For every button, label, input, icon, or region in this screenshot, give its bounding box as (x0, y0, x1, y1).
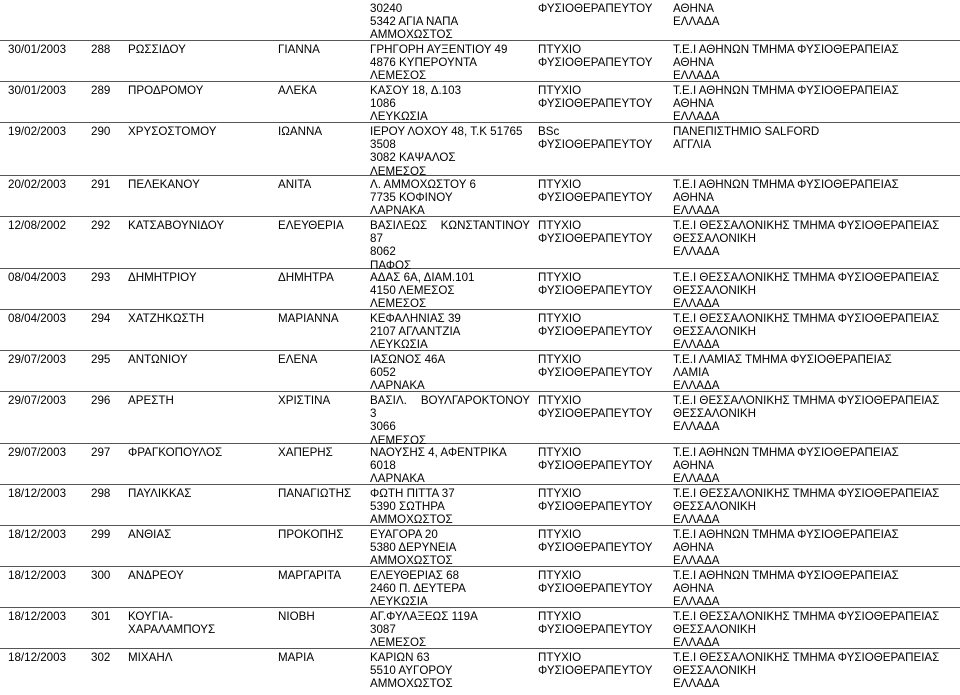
cell-line: 293 (91, 271, 111, 284)
first-name-cell (278, 487, 351, 500)
cell-line: ΧΡΙΣΤΙΝΑ (278, 394, 331, 407)
cell-line: ΠΑΦΟΣ (370, 258, 412, 272)
cell-line: ΙΑΣΩΝΟΣ 46Α (370, 353, 446, 366)
cell-line: 12/08/2002 (8, 219, 67, 232)
cell-line: ΑΘΗΝΑ (673, 97, 714, 111)
cell-line: Τ.Ε.Ι ΘΕΣΣΑΛΟΝΙΚΗΣ ΤΜΗΜΑ ΦΥΣΙΟΘΕΡΑΠΕΙΑΣ (673, 610, 940, 623)
cell-line: ΑΝΔΡΕΟΥ (128, 569, 184, 582)
cell-line: ΧΑΤΖΗΚΩΣΤΗ (128, 312, 205, 325)
cell-line: ΛΕΜΕΣΟΣ (370, 636, 427, 650)
cell-line: ΦΥΣΙΟΘΕΡΑΠΕΥΤΟΥ (538, 2, 653, 15)
first-name-cell (278, 178, 311, 191)
cell-line: BSc (538, 125, 560, 138)
cell-line: ΦΥΣΙΟΘΕΡΑΠΕΥΤΟΥ (538, 582, 653, 596)
cell-line: 8062 (370, 245, 396, 259)
first-name-cell (278, 43, 320, 56)
cell-line: ΦΥΣΙΟΘΕΡΑΠΕΥΤΟΥ (538, 97, 653, 111)
cell-line: ΙΩΑΝΝΑ (278, 125, 323, 138)
degree-cell (538, 610, 652, 636)
cell-line: ΠΤΥΧΙΟ (538, 610, 582, 623)
date-cell (8, 528, 66, 541)
date-cell (8, 353, 66, 366)
cell-line: ΑΝΤΩΝΙΟΥ (128, 353, 188, 366)
cell-line: ΕΛΛΑΔΑ (673, 245, 720, 259)
cell-line: ΙΕΡΟΥ ΛΟΧΟΥ 48, Τ.Κ 51765 (370, 125, 523, 138)
address-cell (370, 312, 530, 352)
cell-line: ΛΑΡΝΑΚΑ (370, 204, 425, 218)
address-cell (370, 651, 530, 691)
cell-line: ΠΡΟΚΟΠΗΣ (278, 528, 344, 541)
cell-line: ΦΩΤΗ ΠΙΤΤΑ 37 (370, 487, 455, 500)
cell-line: ΦΥΣΙΟΘΕΡΑΠΕΥΤΟΥ (538, 232, 653, 246)
number-cell (91, 353, 110, 366)
cell-line: 29/07/2003 (8, 394, 67, 407)
cell-line: Τ.Ε.Ι ΛΑΜΙΑΣ ΤΜΗΜΑ ΦΥΣΙΟΘΕΡΑΠΕΙΑΣ (673, 353, 892, 366)
cell-line: ΘΕΣΣΑΛΟΝΙΚΗ (673, 232, 757, 246)
degree-cell (538, 2, 652, 15)
cell-line: 18/12/2003 (8, 528, 67, 541)
cell-line: ΑΓ.ΦΥΛΑΞΕΩΣ 119Α (370, 610, 478, 623)
cell-line: ΝΑΟΥΣΗΣ 4, ΑΦΕΝΤΡΙΚΑ (370, 446, 507, 459)
cell-line: 30/01/2003 (8, 43, 67, 56)
cell-line: 298 (91, 487, 111, 500)
cell-line: ΜΑΡΓΑΡΙΤΑ (278, 569, 342, 582)
institution-cell (673, 528, 899, 568)
surname-cell (128, 394, 174, 407)
cell-line: 29/07/2003 (8, 446, 67, 459)
date-cell (8, 446, 66, 459)
cell-line: ΕΛΛΑΔΑ (673, 513, 720, 527)
cell-line: 292 (91, 219, 111, 232)
degree-cell (538, 569, 652, 595)
cell-line: ΛΕΜΕΣΟΣ (370, 164, 427, 178)
address-cell (370, 2, 530, 42)
cell-line: ΕΛΛΑΔΑ (673, 595, 720, 609)
cell-line: ΦΡΑΓΚΟΠΟΥΛΟΣ (128, 446, 223, 459)
cell-line: ΜΑΡΙΑ (278, 651, 315, 664)
cell-line: ΘΕΣΣΑΛΟΝΙΚΗ (673, 284, 757, 298)
cell-line: 3508 (370, 138, 396, 152)
cell-line: ΛΕΜΕΣΟΣ (370, 69, 427, 83)
cell-line: ΠΑΝΕΠΙΣΤΗΜΙΟ SALFORD (673, 125, 820, 138)
first-name-cell (278, 219, 344, 232)
surname-cell (128, 178, 200, 191)
cell-line: ΑΔΑΣ 6Α, ΔΙΑΜ.101 (370, 271, 475, 284)
surname-cell (128, 487, 191, 500)
cell-line: ΦΥΣΙΟΘΕΡΑΠΕΥΤΟΥ (538, 500, 653, 514)
cell-line: ΕΛΛΑΔΑ (673, 297, 720, 311)
institution-cell (673, 271, 939, 311)
cell-line: Λ. ΑΜΜΟΧΩΣΤΟΥ 6 (370, 178, 476, 191)
degree-cell (538, 446, 652, 472)
cell-line: ΦΥΣΙΟΘΕΡΑΠΕΥΤΟΥ (538, 191, 653, 205)
cell-line: Τ.Ε.Ι ΘΕΣΣΑΛΟΝΙΚΗΣ ΤΜΗΜΑ ΦΥΣΙΟΘΕΡΑΠΕΙΑΣ (673, 651, 940, 664)
date-cell (8, 651, 66, 664)
address-cell (370, 219, 530, 272)
address-cell (370, 43, 530, 83)
cell-line: ΠΡΟΔΡΟΜΟΥ (128, 84, 204, 97)
cell-line: ΛΑΜΙΑ (673, 366, 710, 380)
number-cell (91, 43, 110, 56)
cell-line: ΠΤΥΧΙΟ (538, 528, 582, 541)
degree-cell (538, 219, 652, 245)
degree-cell (538, 125, 652, 151)
number-cell (91, 487, 110, 500)
cell-line: ΡΩΣΣΙΔΟΥ (128, 43, 186, 56)
institution-cell (673, 394, 939, 434)
cell-line: ΦΥΣΙΟΘΕΡΑΠΕΥΤΟΥ (538, 623, 653, 637)
degree-cell (538, 178, 652, 204)
surname-cell (128, 43, 186, 56)
cell-line: 19/02/2003 (8, 125, 67, 138)
cell-line: 1086 (370, 97, 396, 111)
number-cell (91, 610, 110, 623)
institution-cell (673, 353, 892, 393)
cell-line: ΦΥΣΙΟΘΕΡΑΠΕΥΤΟΥ (538, 56, 653, 70)
cell-line: ΕΛΕΥΘΕΡΙΑ (278, 219, 344, 232)
cell-line: ΠΤΥΧΙΟ (538, 394, 582, 407)
cell-line: ΦΥΣΙΟΘΕΡΑΠΕΥΤΟΥ (538, 407, 653, 421)
cell-line: 5342 ΑΓΙΑ ΝΑΠΑ (370, 15, 459, 29)
surname-cell (128, 271, 197, 284)
cell-line: ΠΑΥΛΙΚΚΑΣ (128, 487, 192, 500)
first-name-cell (278, 569, 341, 582)
cell-line: ΕΛΛΑΔΑ (673, 69, 720, 83)
date-cell (8, 271, 66, 284)
degree-cell (538, 312, 652, 338)
cell-line: ΛΑΡΝΑΚΑ (370, 379, 425, 393)
cell-line: 7735 ΚΟΦΙΝΟΥ (370, 191, 453, 205)
number-cell (91, 219, 110, 232)
cell-line: 18/12/2003 (8, 651, 67, 664)
address-cell (370, 528, 530, 568)
degree-cell (538, 271, 652, 297)
cell-line: ΠΤΥΧΙΟ (538, 219, 582, 232)
cell-line: 18/12/2003 (8, 487, 67, 500)
cell-line: ΕΛΛΑΔΑ (673, 379, 720, 393)
date-cell (8, 394, 66, 407)
cell-line: 6018 (370, 459, 396, 473)
first-name-cell (278, 610, 315, 623)
cell-line: ΑΛΕΚΑ (278, 84, 317, 97)
surname-cell (128, 651, 172, 664)
surname-cell (128, 219, 224, 232)
cell-line: ΦΥΣΙΟΘΕΡΑΠΕΥΤΟΥ (538, 541, 653, 555)
cell-line: ΦΥΣΙΟΘΕΡΑΠΕΥΤΟΥ (538, 138, 653, 152)
address-cell (370, 569, 530, 609)
cell-line: ΠΤΥΧΙΟ (538, 43, 582, 56)
address-cell (370, 487, 530, 527)
cell-line: ΦΥΣΙΟΘΕΡΑΠΕΥΤΟΥ (538, 664, 653, 678)
cell-line: 291 (91, 178, 111, 191)
cell-line: ΘΕΣΣΑΛΟΝΙΚΗ (673, 664, 757, 678)
address-cell (370, 610, 530, 650)
cell-line: 30/01/2003 (8, 84, 67, 97)
degree-cell (538, 651, 652, 677)
cell-line: ΠΤΥΧΙΟ (538, 178, 582, 191)
cell-line: ΕΛΛΑΔΑ (673, 472, 720, 486)
address-cell (370, 271, 530, 311)
cell-line: ΛΕΜΕΣΟΣ (370, 297, 427, 311)
cell-line: 302 (91, 651, 111, 664)
address-cell (370, 446, 530, 486)
date-cell (8, 84, 66, 97)
date-cell (8, 487, 66, 500)
institution-cell (673, 446, 899, 486)
cell-line: 296 (91, 394, 111, 407)
cell-line: ΠΕΛΕΚΑΝΟΥ (128, 178, 200, 191)
cell-line: 299 (91, 528, 111, 541)
cell-line: 18/12/2003 (8, 610, 67, 623)
date-cell (8, 43, 66, 56)
cell-line: ΘΕΣΣΑΛΟΝΙΚΗ (673, 500, 757, 514)
cell-line: ΛΑΡΝΑΚΑ (370, 472, 425, 486)
cell-line: ΝΙΟΒΗ (278, 610, 315, 623)
date-cell (8, 125, 66, 138)
cell-line: ΛΕΜΕΣΟΣ (370, 433, 427, 447)
cell-line: Τ.Ε.Ι ΑΘΗΝΩΝ ΤΜΗΜΑ ΦΥΣΙΟΘΕΡΑΠΕΙΑΣ (673, 84, 899, 97)
cell-line: 18/12/2003 (8, 569, 67, 582)
cell-line: 2460 Π. ΔΕΥΤΕΡΑ (370, 582, 466, 596)
number-cell (91, 125, 110, 138)
institution-cell (673, 610, 939, 650)
cell-line: ΦΥΣΙΟΘΕΡΑΠΕΥΤΟΥ (538, 366, 653, 380)
number-cell (91, 312, 110, 325)
surname-cell (128, 353, 188, 366)
degree-cell (538, 43, 652, 69)
cell-line: 3066 (370, 420, 396, 434)
cell-line: Τ.Ε.Ι ΘΕΣΣΑΛΟΝΙΚΗΣ ΤΜΗΜΑ ΦΥΣΙΟΘΕΡΑΠΕΙΑΣ (673, 394, 940, 407)
number-cell (91, 446, 110, 459)
cell-line: ΑΓΓΛΙΑ (673, 138, 712, 152)
cell-line: 294 (91, 312, 111, 325)
surname-cell (128, 125, 216, 138)
cell-line: ΦΥΣΙΟΘΕΡΑΠΕΥΤΟΥ (538, 284, 653, 298)
number-cell (91, 528, 110, 541)
degree-cell (538, 394, 652, 420)
institution-cell (673, 43, 899, 83)
cell-line: ΛΕΥΚΩΣΙΑ (370, 338, 428, 352)
institution-cell (673, 2, 719, 28)
first-name-cell (278, 528, 343, 541)
first-name-cell (278, 84, 317, 97)
cell-line: 08/04/2003 (8, 312, 67, 325)
first-name-cell (278, 394, 330, 407)
institution-cell (673, 569, 899, 609)
cell-line: ΠΤΥΧΙΟ (538, 353, 582, 366)
cell-line: ΘΕΣΣΑΛΟΝΙΚΗ (673, 325, 757, 339)
number-cell (91, 651, 110, 664)
cell-line: ΠΤΥΧΙΟ (538, 569, 582, 582)
cell-line: ΚΑΤΣΑΒΟΥΝΙΔΟΥ (128, 219, 225, 232)
cell-line: 3082 ΚΑΨΑΛΟΣ (370, 151, 456, 165)
address-cell (370, 125, 530, 178)
cell-line: ΔΗΜΗΤΡΙΟΥ (128, 271, 197, 284)
number-cell (91, 178, 110, 191)
institution-cell (673, 178, 899, 218)
cell-line: ΦΥΣΙΟΘΕΡΑΠΕΥΤΟΥ (538, 325, 653, 339)
cell-line: 5390 ΣΩΤΗΡΑ (370, 500, 445, 514)
cell-line: ΕΛΛΑΔΑ (673, 677, 720, 691)
degree-cell (538, 487, 652, 513)
cell-line: 4150 ΛΕΜΕΣΟΣ (370, 284, 455, 298)
cell-line: ΚΑΣΟΥ 18, Δ.103 (370, 84, 462, 97)
cell-line: ΕΛΕΥΘΕΡΙΑΣ 68 (370, 569, 460, 582)
cell-line: ΠΤΥΧΙΟ (538, 271, 582, 284)
cell-line: ΚΕΦΑΛΗΝΙΑΣ 39 (370, 312, 461, 325)
cell-line: ΕΛΛΑΔΑ (673, 554, 720, 568)
date-cell (8, 219, 66, 232)
cell-line: ΑΝΘΙΑΣ (128, 528, 172, 541)
cell-line: 30240 (370, 2, 403, 15)
degree-cell (538, 528, 652, 554)
cell-line: Τ.Ε.Ι ΘΕΣΣΑΛΟΝΙΚΗΣ ΤΜΗΜΑ ΦΥΣΙΟΘΕΡΑΠΕΙΑΣ (673, 487, 940, 500)
cell-line: ΕΛΛΑΔΑ (673, 636, 720, 650)
number-cell (91, 271, 110, 284)
institution-cell (673, 312, 939, 352)
cell-line: ΧΑΠΕΡΗΣ (278, 446, 333, 459)
first-name-cell (278, 446, 333, 459)
cell-line: ΑΘΗΝΑ (673, 56, 714, 70)
cell-line: ΠΤΥΧΙΟ (538, 312, 582, 325)
cell-line: ΑΘΗΝΑ (673, 582, 714, 596)
cell-line: ΧΡΥΣΟΣΤΟΜΟΥ (128, 125, 217, 138)
first-name-cell (278, 312, 339, 325)
cell-line: ΕΛΛΑΔΑ (673, 204, 720, 218)
institution-cell (673, 219, 939, 259)
cell-line: 5510 ΑΥΓΟΡΟΥ (370, 664, 453, 678)
first-name-cell (278, 125, 322, 138)
cell-line: ΦΥΣΙΟΘΕΡΑΠΕΥΤΟΥ (538, 459, 653, 473)
institution-cell (673, 125, 819, 151)
cell-line: Τ.Ε.Ι ΘΕΣΣΑΛΟΝΙΚΗΣ ΤΜΗΜΑ ΦΥΣΙΟΘΕΡΑΠΕΙΑΣ (673, 271, 940, 284)
surname-cell (128, 610, 215, 636)
cell-line: 300 (91, 569, 111, 582)
cell-line: ΑΘΗΝΑ (673, 459, 714, 473)
degree-cell (538, 84, 652, 110)
cell-line: ΠΑΝΑΓΙΩΤΗΣ (278, 487, 352, 500)
cell-line: 5380 ΔΕΡΥΝΕΙΑ (370, 541, 457, 555)
cell-line: ΠΤΥΧΙΟ (538, 446, 582, 459)
number-cell (91, 394, 110, 407)
cell-line: 289 (91, 84, 111, 97)
cell-line: ΘΕΣΣΑΛΟΝΙΚΗ (673, 407, 757, 421)
date-cell (8, 569, 66, 582)
cell-line: ΕΛΛΑΔΑ (673, 420, 720, 434)
cell-line: 4876 ΚΥΠΕΡΟΥΝΤΑ (370, 56, 478, 70)
cell-line: ΑΜΜΟΧΩΣΤΟΣ (370, 513, 453, 527)
number-cell (91, 84, 110, 97)
cell-line: 6052 (370, 366, 396, 380)
cell-line: ΒΑΣΙΛΕΩΣ ΚΩΝΣΤΑΝΤΙΝΟΥ (370, 219, 530, 232)
address-cell (370, 84, 530, 124)
surname-cell (128, 528, 171, 541)
first-name-cell (278, 271, 334, 284)
cell-line: 87 (370, 232, 383, 246)
cell-line: ΑΜΜΟΧΩΣΤΟΣ (370, 677, 453, 691)
cell-line: 301 (91, 610, 111, 623)
institution-cell (673, 84, 899, 124)
cell-line: ΜΙΧΑΗΛ (128, 651, 173, 664)
cell-line: ΚΑΡΙΩΝ 63 (370, 651, 430, 664)
cell-line: ΑΘΗΝΑ (673, 191, 714, 205)
cell-line: ΑΜΜΟΧΩΣΤΟΣ (370, 554, 453, 568)
cell-line: ΠΤΥΧΙΟ (538, 84, 582, 97)
cell-line: ΑΘΗΝΑ (673, 541, 714, 555)
date-cell (8, 610, 66, 623)
cell-line: 20/02/2003 (8, 178, 67, 191)
cell-line: Τ.Ε.Ι ΑΘΗΝΩΝ ΤΜΗΜΑ ΦΥΣΙΟΘΕΡΑΠΕΙΑΣ (673, 178, 899, 191)
cell-line: 288 (91, 43, 111, 56)
cell-line: ΒΑΣΙΛ. ΒΟΥΛΓΑΡΟΚΤΟΝΟΥ (370, 394, 530, 407)
cell-line: Τ.Ε.Ι ΑΘΗΝΩΝ ΤΜΗΜΑ ΦΥΣΙΟΘΕΡΑΠΕΙΑΣ (673, 528, 899, 541)
cell-line: Τ.Ε.Ι ΑΘΗΝΩΝ ΤΜΗΜΑ ΦΥΣΙΟΘΕΡΑΠΕΙΑΣ (673, 43, 899, 56)
cell-line: Τ.Ε.Ι ΑΘΗΝΩΝ ΤΜΗΜΑ ΦΥΣΙΟΘΕΡΑΠΕΙΑΣ (673, 569, 899, 582)
date-cell (8, 178, 66, 191)
cell-line: ΧΑΡΑΛΑΜΠΟΥΣ (128, 623, 216, 637)
cell-line: ΔΗΜΗΤΡΑ (278, 271, 334, 284)
cell-line: ΠΤΥΧΙΟ (538, 651, 582, 664)
cell-line: 3087 (370, 623, 396, 637)
surname-cell (128, 84, 203, 97)
cell-line: 3 (370, 407, 377, 421)
institution-cell (673, 487, 939, 527)
cell-line: ΕΛΛΑΔΑ (673, 15, 720, 29)
cell-line: ΓΡΗΓΟΡΗ ΑΥΞΕΝΤΙΟΥ 49 (370, 43, 508, 56)
cell-line: ΘΕΣΣΑΛΟΝΙΚΗ (673, 623, 757, 637)
cell-line: ΑΝΙΤΑ (278, 178, 312, 191)
cell-line: ΓΙΑΝΝΑ (278, 43, 320, 56)
cell-line: 2107 ΑΓΛΑΝΤΖΙΑ (370, 325, 461, 339)
cell-line: ΛΕΥΚΩΣΙΑ (370, 595, 428, 609)
cell-line: 08/04/2003 (8, 271, 67, 284)
cell-line: ΚΟΥΓΙΑ- (128, 610, 173, 623)
cell-line: 297 (91, 446, 111, 459)
cell-line: ΑΘΗΝΑ (673, 2, 714, 15)
cell-line: 29/07/2003 (8, 353, 67, 366)
cell-line: ΕΥΑΓΟΡΑ 20 (370, 528, 438, 541)
date-cell (8, 312, 66, 325)
address-cell (370, 353, 530, 393)
address-cell (370, 394, 530, 447)
cell-line: 290 (91, 125, 111, 138)
first-name-cell (278, 353, 317, 366)
cell-line: ΕΛΕΝΑ (278, 353, 318, 366)
cell-line: ΑΡΕΣΤΗ (128, 394, 174, 407)
degree-cell (538, 353, 652, 379)
surname-cell (128, 446, 222, 459)
address-cell (370, 178, 530, 218)
institution-cell (673, 651, 939, 691)
cell-line: 295 (91, 353, 111, 366)
surname-cell (128, 569, 184, 582)
cell-line: Τ.Ε.Ι ΑΘΗΝΩΝ ΤΜΗΜΑ ΦΥΣΙΟΘΕΡΑΠΕΙΑΣ (673, 446, 899, 459)
cell-line: ΛΕΥΚΩΣΙΑ (370, 110, 428, 124)
cell-line: ΑΜΜΟΧΩΣΤΟΣ (370, 28, 453, 42)
first-name-cell (278, 651, 314, 664)
number-cell (91, 569, 110, 582)
cell-line: Τ.Ε.Ι ΘΕΣΣΑΛΟΝΙΚΗΣ ΤΜΗΜΑ ΦΥΣΙΟΘΕΡΑΠΕΙΑΣ (673, 219, 940, 232)
cell-line: ΠΤΥΧΙΟ (538, 487, 582, 500)
cell-line: ΜΑΡΙΑΝΝΑ (278, 312, 339, 325)
cell-line: ΕΛΛΑΔΑ (673, 338, 720, 352)
surname-cell (128, 312, 204, 325)
cell-line: Τ.Ε.Ι ΘΕΣΣΑΛΟΝΙΚΗΣ ΤΜΗΜΑ ΦΥΣΙΟΘΕΡΑΠΕΙΑΣ (673, 312, 940, 325)
cell-line: ΕΛΛΑΔΑ (673, 110, 720, 124)
